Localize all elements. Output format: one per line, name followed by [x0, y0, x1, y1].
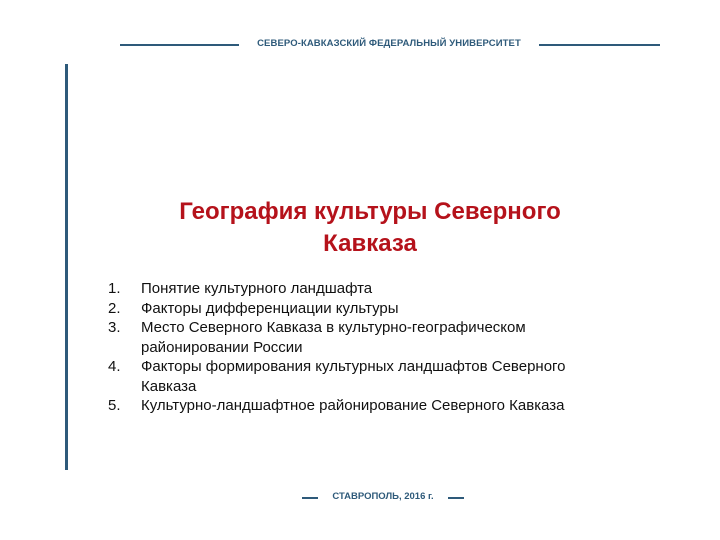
header-line-right [539, 44, 660, 46]
agenda-item-text: Культурно-ландшафтное районирование Северного Кавказа [141, 397, 565, 414]
slide-title-line-1: География культуры Северного [179, 198, 561, 225]
left-vertical-line [65, 64, 68, 470]
agenda-item-text: Факторы дифференциации культуры [141, 299, 399, 317]
agenda-item-number: 2. [108, 299, 121, 317]
agenda-item-text: Понятие культурного ландшафта [141, 280, 373, 297]
city-year: СТАВРОПОЛЬ, 2016 г. [332, 491, 434, 502]
slide-title-line-2: Кавказа [323, 230, 417, 257]
agenda-item-2 [104, 299, 684, 319]
agenda-item-number: 5. [108, 397, 121, 414]
agenda-item-number: 1. [108, 280, 121, 297]
agenda-list [104, 279, 684, 416]
agenda-item-text: Факторы формирования культурных ландшафтов Северного [141, 358, 566, 375]
agenda-item-text: Место Северного Кавказа в культурно-географическом [141, 319, 526, 336]
footer-line-left [302, 497, 318, 499]
agenda-item-text-continued: районировании России [141, 338, 303, 356]
header-line-left [120, 44, 239, 46]
agenda-item-number: 3. [108, 319, 121, 336]
slide-title [120, 196, 620, 260]
university-name: СЕВЕРО-КАВКАЗСКИЙ ФЕДЕРАЛЬНЫЙ УНИВЕРСИТЕТ [257, 38, 521, 49]
agenda-item-number: 4. [108, 358, 121, 375]
agenda-item-5 [104, 396, 684, 416]
footer-line-right [448, 497, 464, 499]
agenda-item-4 [104, 357, 684, 396]
agenda-item-3 [104, 318, 684, 357]
agenda-item-1 [104, 279, 684, 299]
agenda-item-text-continued: Кавказа [141, 377, 197, 395]
